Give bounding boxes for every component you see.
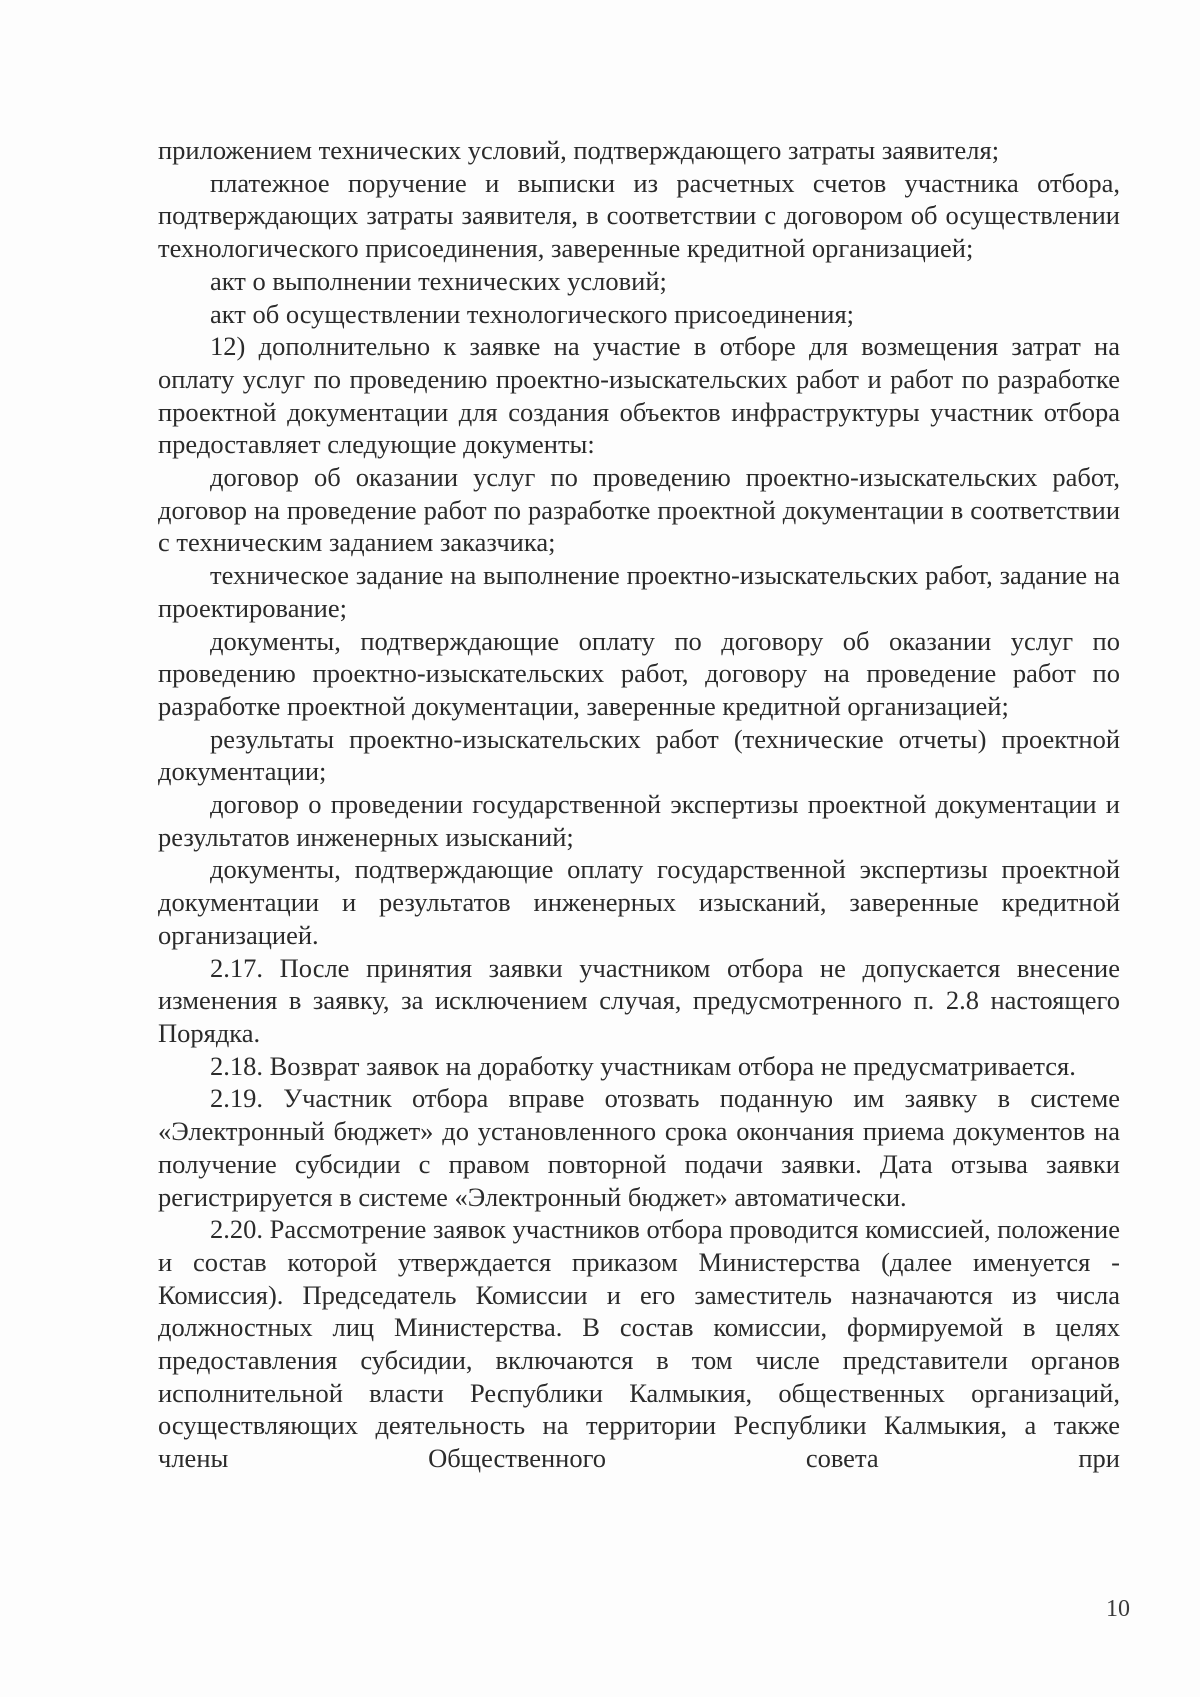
paragraph: приложением технических условий, подтверждающего затраты заявителя; [158,135,1000,165]
paragraph: результаты проектно-изыскательских работ (технические отчеты) проектной документации; [158,723,1120,787]
paragraph: 12) дополнительно к заявке на участие в отборе для возмещения затрат на оплату услуг по проведению проектно-изыскательских работ и работ по разработке проектной документации для создания объектов инфраструктуры участник отбора предоставляет следующие документы: [158,331,1120,460]
page-number: 10 [1106,1596,1130,1622]
paragraph: документы, подтверждающие оплату по договору об оказании услуг по проведению проектно-изыскательских работ, договору на проведение работ по разработке проектной документации, заверенные кредитной организацией; [158,625,1120,721]
paragraph: платежное поручение и выписки из расчетных счетов участника отбора, подтверждающих затраты заявителя, в соответствии с договором об осуществлении технологического присоединения, заверенные кредитной организацией; [158,167,1120,264]
paragraph: акт о выполнении технических условий; [210,265,667,296]
paragraph: 2.20. Рассмотрение заявок участников отбора проводится комиссией, положение и состав которой утверждается приказом Министерства (далее именуется - Комиссия). Председатель Комиссии и его заместитель назначаются из числа должностных лиц Министерства. В состав комиссии, формируемой в целях предоставления субсидии, включаются в том числе представители органов исполнительной власти Республики Калмыкия, общественных организаций, осуществляющих деятельность на территории Республики Калмыкия, а также члены Общественного совета при [158,1214,1120,1474]
paragraph: документы, подтверждающие оплату государственной экспертизы проектной документации и результатов инженерных изысканий, заверенные кредитной организацией. [158,854,1120,950]
paragraph: договор об оказании услуг по проведению проектно-изыскательских работ, договор на проведение работ по разработке проектной документации в соответствии с техническим заданием заказчика; [158,462,1120,558]
document-body [158,134,1120,1475]
paragraph: акт об осуществлении технологического присоединения; [210,298,855,329]
paragraph: 2.19. Участник отбора вправе отозвать поданную им заявку в системе «Электронный бюджет» до установленного срока окончания приема документов на получение субсидии с правом повторной подачи заявки. Дата отзыва заявки регистрируется в системе «Электронный бюджет» автоматически. [158,1083,1120,1212]
paragraph: договор о проведении государственной экспертизы проектной документации и результатов инженерных изысканий; [158,789,1120,852]
paragraph: 2.18. Возврат заявок на доработку участникам отбора не предусматривается. [210,1050,1076,1081]
paragraph: техническое задание на выполнение проектно-изыскательских работ, задание на проектирование; [158,560,1120,623]
paragraph: 2.17. После принятия заявки участником отбора не допускается внесение изменения в заявку, за исключением случая, предусмотренного п. 2.8 настоящего Порядка. [158,952,1120,1048]
